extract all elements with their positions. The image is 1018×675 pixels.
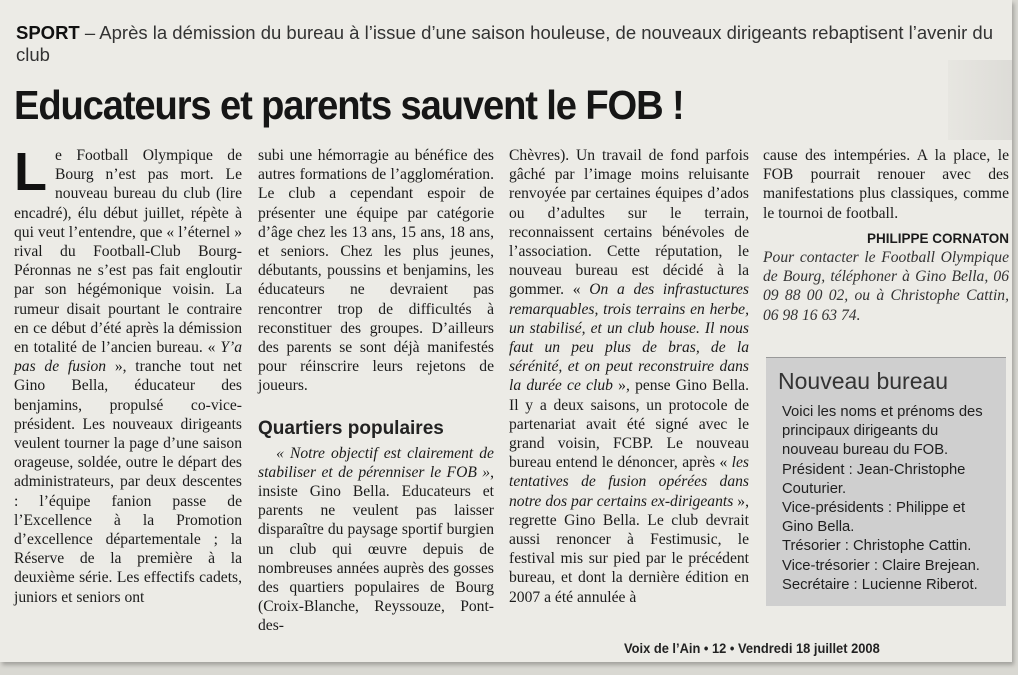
column-2-paragraph: subi une hémorragie au bénéfice des autres formations de l’agglomération. Le club a cependant espoir de présenter une équipe par catégorie d’âge chez les 13 ans, 15 ans, 18 ans, et seniors. Chez les plus jeunes, débutants, poussins et benjamins, les éducateurs ne devraient pas rencontrer trop de difficultés à reconstituer des groupes. D’ailleurs des parents se sont déjà manifestés pour réinscrire leurs rejetons de joueurs.	[258, 147, 494, 395]
column-3-paragraph	[509, 146, 749, 607]
article-column-3	[509, 146, 749, 607]
text-run: », tranche tout net Gino Bella, éducateur des benjamins, propulsé co-vice-président. Les nouveaux dirigeants veulent tourner la page d’une saison orageuse, soldée, outre le départ des administrateurs, par deux descentes : l’équipe fanion passe de l’Excellence à la Promotion d’excellence départementale ; la Réserve de la première à la deuxième série. Les effectifs cadets, juniors et seniors ont	[14, 358, 242, 606]
kicker-text: – Après la démission du bureau à l’issue d’une saison houleuse, de nouveaux dirigeants rebaptisent l’avenir du club	[16, 22, 993, 65]
quote: On a des infrastuctures remarquables, trois terrains en herbe, un stabilisé, et un club house. Il nous faut un peu plus de bras, de la sérénité, et on peut reconstruire dans la durée ce club	[509, 281, 749, 395]
quote: « Notre objectif est clairement de stabiliser et de pérenniser le FOB »	[258, 444, 494, 481]
adjacent-page-edge	[948, 60, 1012, 140]
column-4-paragraph: cause des intempéries. A la place, le FOB pourrait renouer avec des manifestations plus classiques, comme le tournoi de football.	[763, 147, 1009, 222]
byline: PHILIPPE CORNATON	[866, 230, 1009, 246]
headline: Educateurs et parents sauvent le FOB !	[14, 82, 684, 128]
box-tresorier: Trésorier : Christophe Cattin.	[782, 538, 972, 555]
column-1-paragraph	[14, 142, 242, 607]
box-body	[782, 403, 996, 595]
quote: les tentatives de fusion opérées dans notre dos par certains ex-dirigeants	[509, 454, 749, 510]
article-column-4	[763, 146, 1009, 325]
kicker	[16, 22, 996, 66]
article-column-2	[258, 146, 494, 636]
box-title: Nouveau bureau	[778, 368, 949, 394]
column-2-paragraph-2	[258, 444, 494, 636]
sidebar-box	[766, 357, 1006, 606]
text-run: », regrette Gino Bella. Le club devrait aussi renoncer à Festimusic, le festival mis sur pied par le précédent bureau, et dont la dernière édition en 2007 a été annulée à	[509, 492, 749, 606]
quote: Y’a pas de fusion	[14, 339, 242, 376]
box-president: Président : Jean-Christophe Couturier.	[782, 461, 966, 497]
box-secretaire: Secrétaire : Lucienne Riberot.	[782, 576, 978, 593]
page-footer: Voix de l’Ain • 12 • Vendredi 18 juillet 2008	[624, 640, 880, 656]
box-intro: Voici les noms et prénoms des principaux dirigeants du nouveau bureau du FOB.	[782, 404, 983, 459]
drop-cap: L	[14, 142, 47, 202]
box-vice-tresorier: Vice-trésorier : Claire Brejean.	[782, 557, 980, 574]
text-run: e Football Olympique de Bourg n’est pas mort. Le nouveau bureau du club (lire encadré), élu début juillet, répète à qui veut l’entendre, que « l’éternel » rival du Football-Club Bourg-Péronnas ne s’est pas fait engloutir par son hégémonique voisin. La rumeur disait pourtant le contraire en ce début d’été après la démission en totalité de l’ancien bureau. «	[14, 147, 242, 357]
text-run: Chèvres). Un travail de fond parfois gâché par l’image moins reluisante renvoyée par certaines équipes d’ados ou d’adultes sur le terrain, reconnaissent certains bénévoles de l’association. Cette réputation, le nouveau bureau est décidé à la gommer. «	[509, 147, 749, 299]
box-vice-presidents: Vice-présidents : Philippe et Gino Bella.	[782, 500, 966, 536]
contact-info: Pour contacter le Football Olympique de Bourg, téléphoner à Gino Bella, 06 09 88 00 02, ou à Christophe Cattin, 06 98 16 63 74.	[763, 249, 1009, 324]
subheading: Quartiers populaires	[258, 417, 444, 439]
kicker-label: SPORT	[16, 22, 80, 43]
article-column-1	[14, 142, 242, 607]
text-run: , insiste Gino Bella. Educateurs et parents ne veulent pas laisser disparaître du paysage sportif burgien un club qui œuvre depuis de nombreuses années auprès des gosses des quartiers populaires de Bourg (Croix-Blanche, Reyssouze, Pont-des-	[258, 463, 494, 635]
text-run: », pense Gino Bella. Il y a deux saisons, un protocole de partenariat avait été signé avec le grand voisin, FCBP. Le nouveau bureau entend le dénoncer, après «	[509, 377, 749, 472]
